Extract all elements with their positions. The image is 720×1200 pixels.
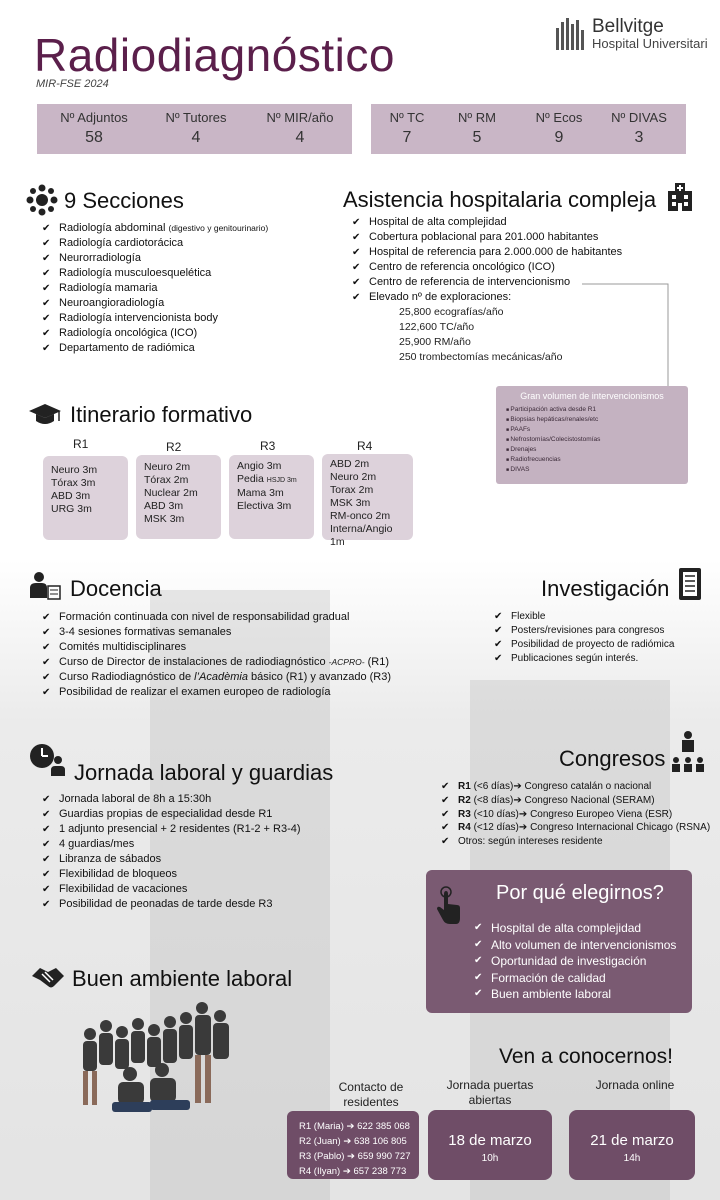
page-title: Radiodiagnóstico: [34, 29, 395, 81]
conference-speaker-icon: [670, 730, 706, 774]
gran-volumen-box: [496, 386, 688, 484]
list-item: ✔ Elevado nº de exploraciones:: [352, 290, 622, 305]
congresos-list: [441, 780, 710, 849]
rotation-row: MSK 3m: [330, 497, 371, 509]
r1-rotations: [43, 456, 128, 540]
stat-ecos: Nº Ecos 9: [535, 110, 583, 146]
list-item: 250 trombectomías mecánicas/año: [399, 351, 563, 363]
rotation-row: ABD 2m: [330, 458, 370, 470]
stat-divas: Nº DIVAS 3: [611, 110, 667, 146]
congresos-title: Congresos: [559, 746, 666, 771]
rotation-row: Neuro 2m: [144, 461, 191, 473]
r4-rotations: [322, 454, 413, 548]
list-item: ✔ Hospital de referencia para 2.000.000 de habitantes: [352, 245, 622, 260]
logo-bars-icon: [556, 18, 586, 50]
handshake-icon: [30, 962, 66, 990]
online-time: 14h: [623, 1153, 641, 1164]
r2-rotations: [136, 455, 221, 539]
list-item: ■ Nefrostomías/Colecistostomías: [506, 435, 688, 445]
list-item: ✔ R2 (<8 días)➔ Congreso Nacional (SERAM): [441, 794, 710, 808]
gran-volumen-title: Gran volumen de intervencionismos: [520, 391, 664, 401]
por-que-list: [474, 920, 676, 1003]
list-item: ✔ R4 (<12 días)➔ Congreso Internacional Chicago (RSNA): [441, 821, 710, 835]
rotation-row: Tórax 3m: [51, 477, 96, 489]
connector-line: [582, 282, 672, 388]
online-card[interactable]: [569, 1110, 695, 1180]
rotation-row: Neuro 3m: [51, 464, 98, 476]
clock-person-icon: [28, 742, 68, 776]
list-item: ✔ Formación de calidad: [474, 970, 676, 987]
puertas-abiertas-card[interactable]: [428, 1110, 552, 1180]
list-item: ✔ 4 guardias/mes: [42, 837, 301, 852]
rotation-row: Electiva 3m: [237, 500, 292, 512]
list-item: ✔ Posibilidad de peonadas de tarde desde R3: [42, 897, 301, 912]
puertas-time: 10h: [481, 1153, 499, 1164]
list-item: ■ Participación activa desde R1: [506, 405, 688, 415]
secciones-title: 9 Secciones: [64, 188, 184, 213]
rotation-row: Mama 3m: [237, 487, 284, 499]
list-item: ✔ Radiología intervencionista body: [42, 311, 268, 326]
rotation-row: Nuclear 2m: [144, 487, 198, 499]
investigacion-list: [494, 610, 674, 666]
r4-label: R4: [357, 439, 373, 453]
r2-label: R2: [166, 440, 182, 454]
ambiente-title: Buen ambiente laboral: [72, 966, 293, 991]
list-item: ✔ Hospital de alta complejidad: [474, 920, 676, 937]
pointing-hand-icon: [434, 886, 462, 926]
list-item: ✔ Curso de Director de instalaciones de radiodiagnóstico -ACPRO- (R1): [42, 655, 391, 670]
rotation-row: Tórax 2m: [144, 474, 189, 486]
team-network-icon: [26, 184, 58, 216]
r3-rotations: [229, 455, 314, 539]
rotation-row: Pedia HSJD 3m: [237, 473, 297, 485]
gran-volumen-list: [506, 405, 688, 475]
docencia-list: [42, 610, 391, 700]
stat-tc: Nº TC 7: [389, 110, 425, 146]
list-item: ✔ Oportunidad de investigación: [474, 953, 676, 970]
stats-equipment-box: [371, 104, 686, 154]
por-que-box: [426, 870, 692, 1013]
list-item: ■ DIVAS: [506, 465, 688, 475]
list-item: 122,600 TC/año: [399, 321, 475, 333]
list-item: ✔ Posibilidad de proyecto de radiómica: [494, 638, 674, 652]
rotation-row: Interna/Angio 1m: [330, 523, 393, 548]
puertas-date: 18 de marzo: [448, 1132, 532, 1149]
contact-row[interactable]: R1 (Maria) ➔ 622 385 068: [299, 1121, 410, 1132]
list-item: ✔ R1 (<6 días)➔ Congreso catalán o nacional: [441, 780, 710, 794]
teacher-icon: [28, 570, 62, 602]
r1-label: R1: [73, 437, 89, 451]
rotation-row: Torax 2m: [330, 484, 374, 496]
stat-mir: Nº MIR/año 4: [266, 110, 334, 146]
rotation-row: RM-onco 2m: [330, 510, 391, 522]
list-item: ✔ Guardias propias de especialidad desde R1: [42, 807, 301, 822]
list-item: ✔ Neuroangioradiología: [42, 296, 268, 311]
logo-line1: Bellvitge: [592, 16, 664, 37]
graduation-cap-icon: [28, 402, 62, 428]
list-item: ✔ Radiología cardiotorácica: [42, 236, 268, 251]
hospital-logo: [556, 16, 706, 52]
list-item: ✔ Departamento de radiómica: [42, 341, 268, 356]
rotation-row: MSK 3m: [144, 513, 185, 525]
stat-adjuntos: Nº Adjuntos 58: [60, 110, 128, 146]
list-item: ✔ Buen ambiente laboral: [474, 986, 676, 1003]
list-item: 25,800 ecografías/año: [399, 306, 504, 318]
stats-staff-box: [37, 104, 352, 154]
rotation-row: ABD 3m: [144, 500, 184, 512]
list-item: ✔ Radiología abdominal (digestivo y genitourinario): [42, 221, 268, 236]
notebook-icon: [676, 566, 704, 602]
list-item: ✔ Cobertura poblacional para 201.000 habitantes: [352, 230, 622, 245]
rotation-row: URG 3m: [51, 503, 92, 515]
docencia-title: Docencia: [70, 576, 162, 601]
contact-row[interactable]: R3 (Pablo) ➔ 659 990 727: [299, 1151, 411, 1162]
list-item: ✔ Libranza de sábados: [42, 852, 301, 867]
page-subtitle: MIR-FSE 2024: [36, 78, 109, 90]
list-item: ✔ Otros: según intereses residente: [441, 835, 710, 849]
contact-row[interactable]: R4 (Ilyan) ➔ 657 238 773: [299, 1166, 407, 1177]
list-item: ✔ 3-4 sesiones formativas semanales: [42, 625, 391, 640]
contact-row[interactable]: R2 (Juan) ➔ 638 106 805: [299, 1136, 407, 1147]
list-item: ✔ Curso Radiodiagnóstico de l’Acadèmia básico (R1) y avanzado (R3): [42, 670, 391, 685]
list-item: ✔ Jornada laboral de 8h a 15:30h: [42, 792, 301, 807]
list-item: ■ PAAFs: [506, 425, 688, 435]
team-photo: [70, 996, 240, 1122]
list-item: ✔ 1 adjunto presencial + 2 residentes (R1-2 + R3-4): [42, 822, 301, 837]
online-date: 21 de marzo: [590, 1132, 674, 1149]
hospital-icon: [664, 181, 696, 213]
list-item: ✔ Flexibilidad de bloqueos: [42, 867, 301, 882]
list-item: ✔ Flexible: [494, 610, 674, 624]
exploraciones-list: [399, 305, 562, 365]
list-item: ✔ Posibilidad de realizar el examen europeo de radiología: [42, 685, 391, 700]
itinerario-title: Itinerario formativo: [70, 402, 253, 427]
investigacion-title: Investigación: [541, 576, 670, 601]
list-item: ✔ Comités multidisciplinares: [42, 640, 391, 655]
list-item: ✔ Posters/revisiones para congresos: [494, 624, 674, 638]
r3-label: R3: [260, 439, 276, 453]
contactos-box: [287, 1111, 419, 1179]
rotation-row: ABD 3m: [51, 490, 91, 502]
rotation-row: Neuro 2m: [330, 471, 377, 483]
list-item: ■ Drenajes: [506, 445, 688, 455]
puertas-label: Jornada puertas abiertas: [446, 1078, 534, 1107]
list-item: ✔ Neurorradiología: [42, 251, 268, 266]
ven-title: Ven a conocernos!: [499, 1045, 673, 1068]
logo-line2: Hospital Universitari: [592, 36, 708, 51]
rotation-row: Angio 3m: [237, 460, 282, 472]
jornada-title: Jornada laboral y guardias: [74, 760, 334, 785]
contacto-label: Contacto de residentes: [338, 1080, 404, 1109]
list-item: ✔ Centro de referencia oncológico (ICO): [352, 260, 622, 275]
list-item: ✔ Formación continuada con nivel de responsabilidad gradual: [42, 610, 391, 625]
por-que-title: Por qué elegirnos?: [496, 882, 664, 904]
list-item: ✔ Radiología oncológica (ICO): [42, 326, 268, 341]
list-item: ✔ Publicaciones según interés.: [494, 652, 674, 666]
list-item: ■ Biopsias hepáticas/renales/etc: [506, 415, 688, 425]
list-item: ✔ Radiología musculoesquelética: [42, 266, 268, 281]
secciones-list: [42, 221, 268, 356]
list-item: 25,900 RM/año: [399, 336, 471, 348]
stat-rm: Nº RM 5: [458, 110, 496, 146]
list-item: ■ Radiofrecuencias: [506, 455, 688, 465]
list-item: ✔ Flexibilidad de vacaciones: [42, 882, 301, 897]
list-item: ✔ R3 (<10 días)➔ Congreso Europeo Viena (ESR): [441, 808, 710, 822]
list-item: ✔ Centro de referencia de intervencionismo: [352, 275, 622, 290]
stat-tutores: Nº Tutores 4: [165, 110, 227, 146]
online-label: Jornada online: [595, 1078, 675, 1092]
list-item: ✔ Hospital de alta complejidad: [352, 215, 622, 230]
list-item: ✔ Radiología mamaria: [42, 281, 268, 296]
asistencia-title: Asistencia hospitalaria compleja: [343, 187, 657, 212]
jornada-list: [42, 792, 301, 912]
list-item: ✔ Alto volumen de intervencionismos: [474, 937, 676, 954]
